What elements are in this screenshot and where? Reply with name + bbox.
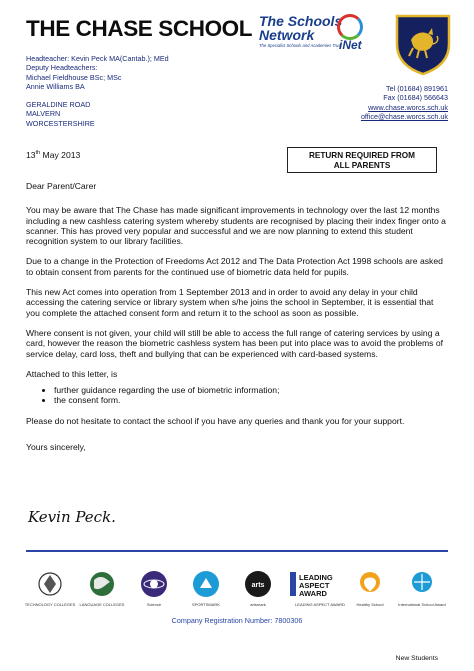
logo-caption: TECHNOLOGY COLLEGES bbox=[24, 602, 76, 607]
address-line: WORCESTERSHIRE bbox=[26, 118, 95, 128]
language-colleges-logo bbox=[90, 572, 114, 596]
leading-aspect-award-logo bbox=[290, 572, 333, 598]
inet-circle-icon bbox=[337, 14, 363, 40]
contact-details bbox=[361, 84, 448, 121]
network-tagline: The Specialist Schools and Academies Trust bbox=[259, 43, 342, 48]
healthy-school-logo bbox=[360, 572, 380, 592]
return-notice-line: RETURN REQUIRED FROM bbox=[309, 151, 415, 160]
signature: Kevin Peck. bbox=[28, 508, 116, 526]
letter-body bbox=[26, 181, 448, 462]
network-line2: Network bbox=[259, 27, 315, 43]
staff-line: Headteacher: Kevin Peck MA(Cantab.); MEd bbox=[26, 54, 169, 63]
schools-network-logo bbox=[259, 14, 387, 62]
email-link[interactable]: office@chase.worcs.sch.uk bbox=[360, 111, 448, 121]
return-notice-line: ALL PARENTS bbox=[333, 161, 391, 170]
technology-colleges-logo bbox=[39, 573, 61, 595]
accreditation-logos bbox=[24, 570, 446, 614]
school-address bbox=[26, 100, 95, 128]
document-label: New Students bbox=[395, 655, 438, 662]
staff-line: Deputy Headteachers: bbox=[26, 63, 98, 73]
telephone: Tel (01684) 891961 bbox=[386, 84, 448, 93]
signoff: Yours sincerely, bbox=[26, 442, 86, 453]
list-item: • the consent form. bbox=[54, 395, 448, 405]
artsmark-logo bbox=[245, 571, 271, 597]
body-paragraph: Due to a change in the Protection of Freedoms Act 2012 and The Data Protection Act 1998 schools are asked to obtain consent from parents for the continued use of biometric data held for pupils. bbox=[26, 256, 443, 277]
staff-list bbox=[26, 54, 169, 91]
letter-date bbox=[26, 150, 80, 160]
list-item: • further guidance regarding the use of biometric information; bbox=[54, 385, 448, 395]
international-school-award-logo bbox=[412, 572, 432, 592]
svg-text:ASPECT: ASPECT bbox=[299, 581, 330, 590]
svg-text:AWARD: AWARD bbox=[299, 589, 327, 598]
school-name: THE CHASE SCHOOL bbox=[26, 16, 253, 41]
logo-caption: Science bbox=[146, 602, 162, 607]
footer-divider bbox=[26, 550, 448, 552]
closing-paragraph: Please do not hesitate to contact the school if you have any queries and thank you for your support. bbox=[26, 415, 405, 426]
network-line1: The Schools bbox=[259, 13, 343, 29]
logo-caption: International School Award bbox=[398, 602, 446, 607]
return-required-notice bbox=[287, 147, 437, 173]
website-link[interactable]: www.chase.worcs.sch.uk bbox=[368, 102, 448, 112]
address-line: MALVERN bbox=[26, 109, 61, 119]
school-crest-icon bbox=[395, 14, 451, 76]
svg-text:LEADING: LEADING bbox=[299, 573, 333, 582]
logo-caption: LANGUAGE COLLEGES bbox=[79, 602, 125, 607]
logo-caption: LEADING ASPECT AWARD bbox=[295, 602, 345, 607]
date-month-year: May 2013 bbox=[40, 150, 81, 160]
science-logo bbox=[141, 571, 167, 597]
salutation: Dear Parent/Carer bbox=[26, 181, 97, 191]
fax: Fax (01684) 566643 bbox=[383, 93, 448, 103]
svg-text:arts: arts bbox=[251, 582, 265, 589]
logo-caption: SPORTSMARK bbox=[192, 602, 220, 607]
inet-label: iNet bbox=[339, 38, 362, 52]
staff-line: Michael Fieldhouse BSc; MSc bbox=[26, 72, 122, 82]
logo-caption: Healthy School bbox=[356, 602, 384, 607]
body-paragraph: This new Act comes into operation from 1 September 2013 and in order to avoid any delay in your child accessing the catering service or library system when s/he joins the school in September, it is essential that you complete the attached consent form and return it to the school as soon as possible. bbox=[26, 287, 434, 318]
attachment-list bbox=[26, 385, 448, 406]
company-registration: Company Registration Number: 7800306 bbox=[171, 616, 303, 625]
body-paragraph: Where consent is not given, your child will still be able to access the full range of catering services by using a card, however the reason the biometric cashless system has been put into place was to avoid the problems of service delay, card loss, theft and bullying that can be experienced with card-based systems. bbox=[26, 327, 444, 359]
staff-line: Annie Williams BA bbox=[26, 81, 85, 91]
body-paragraph: You may be aware that The Chase has made significant improvements in technology over the last 12 months including a new cashless catering system whereby students are recognised by placing their index finger onto a scanner. This has proved very popular and successful and we are now planning to extend this student recognition system to our library facilities. bbox=[26, 205, 446, 247]
sportsmark-logo bbox=[193, 571, 219, 597]
date-day: 13 bbox=[26, 150, 36, 160]
body-paragraph: Attached to this letter, is bbox=[26, 368, 118, 379]
date-suffix: th bbox=[35, 150, 41, 157]
address-line: GERALDINE ROAD bbox=[26, 100, 91, 109]
logo-caption: artsmark bbox=[250, 602, 266, 607]
